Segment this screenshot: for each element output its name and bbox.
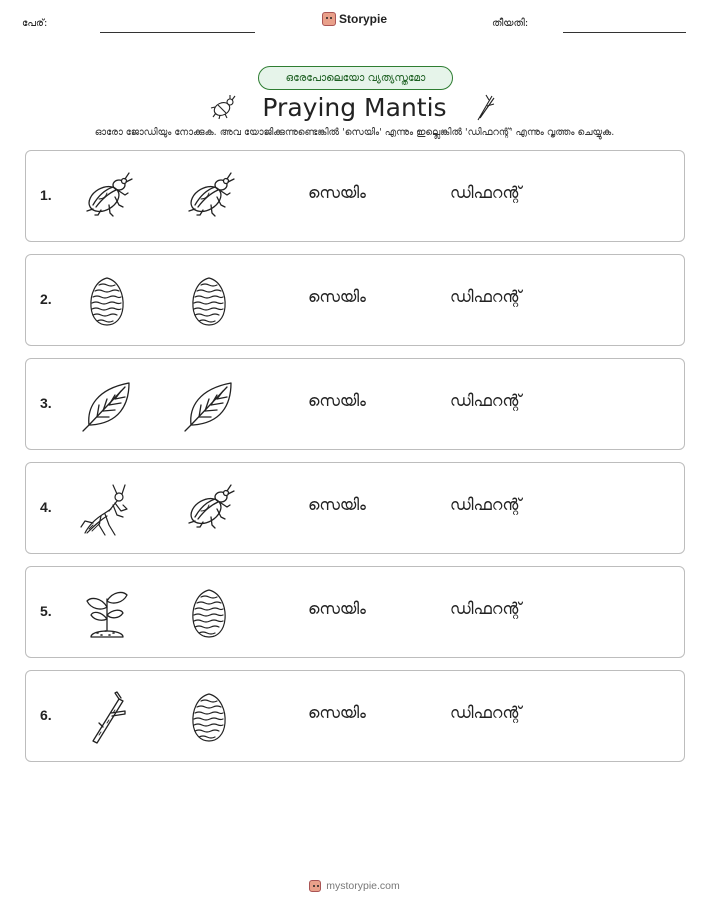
brand-name: Storypie: [339, 12, 388, 26]
different-option[interactable]: ഡിഫറന്റ്: [450, 183, 522, 202]
question-number: 4.: [40, 499, 52, 515]
question-row: [25, 462, 685, 554]
question-row: [25, 670, 685, 762]
same-option[interactable]: സെയിം: [308, 495, 366, 514]
storypie-logo-icon: [309, 880, 321, 892]
beetle-icon: [79, 169, 135, 225]
date-label: തീയതി:: [492, 18, 529, 29]
question-row: [25, 358, 685, 450]
different-option[interactable]: ഡിഫറന്റ്: [450, 703, 522, 722]
egg-case-icon: [181, 585, 237, 641]
question-row: [25, 566, 685, 658]
different-option[interactable]: ഡിഫറന്റ്: [450, 599, 522, 618]
storypie-logo-icon: [322, 12, 336, 26]
leaf-icon: [181, 377, 237, 433]
question-number: 3.: [40, 395, 52, 411]
question-row: [25, 254, 685, 346]
footer-url[interactable]: mystorypie.com: [326, 880, 400, 892]
instructions-text: ഓരോ ജോഡിയും നോക്കുക. അവ യോജിക്കുന്നുണ്ടെങ്കിൽ 'സെയിം' എന്നും ഇല്ലെങ്കിൽ 'ഡിഫറന്റ്' എന്നും വൃത്തം ചെയ്യുക.: [94, 127, 615, 138]
different-option[interactable]: ഡിഫറന്റ്: [450, 287, 522, 306]
date-line[interactable]: [563, 32, 686, 33]
egg-case-icon: [181, 689, 237, 745]
same-option[interactable]: സെയിം: [308, 183, 366, 202]
question-number: 2.: [40, 291, 52, 307]
different-option[interactable]: ഡിഫറന്റ്: [450, 391, 522, 410]
name-line[interactable]: [100, 32, 255, 33]
name-label: പേര്:: [22, 18, 48, 29]
praying-mantis-icon: [79, 481, 135, 537]
different-option[interactable]: ഡിഫറന്റ്: [450, 495, 522, 514]
brand-logo: [322, 12, 387, 26]
egg-case-icon: [181, 273, 237, 329]
footer: [0, 880, 709, 892]
same-option[interactable]: സെയിം: [308, 287, 366, 306]
beetle-icon: [181, 169, 237, 225]
same-option[interactable]: സെയിം: [308, 599, 366, 618]
question-number: 5.: [40, 603, 52, 619]
same-option[interactable]: സെയിം: [308, 703, 366, 722]
twig-icon: [79, 689, 135, 745]
question-number: 6.: [40, 707, 52, 723]
page-title: Praying Mantis: [262, 93, 447, 122]
question-number: 1.: [40, 187, 52, 203]
question-row: [25, 150, 685, 242]
sprout-icon: [79, 585, 135, 641]
twig-icon: [474, 92, 498, 122]
same-option[interactable]: സെയിം: [308, 391, 366, 410]
worksheet-type-badge: ഒരേപോലെയോ വ്യത്യസ്തമോ: [258, 66, 453, 90]
egg-case-icon: [79, 273, 135, 329]
leaf-icon: [79, 377, 135, 433]
beetle-icon: [181, 481, 237, 537]
